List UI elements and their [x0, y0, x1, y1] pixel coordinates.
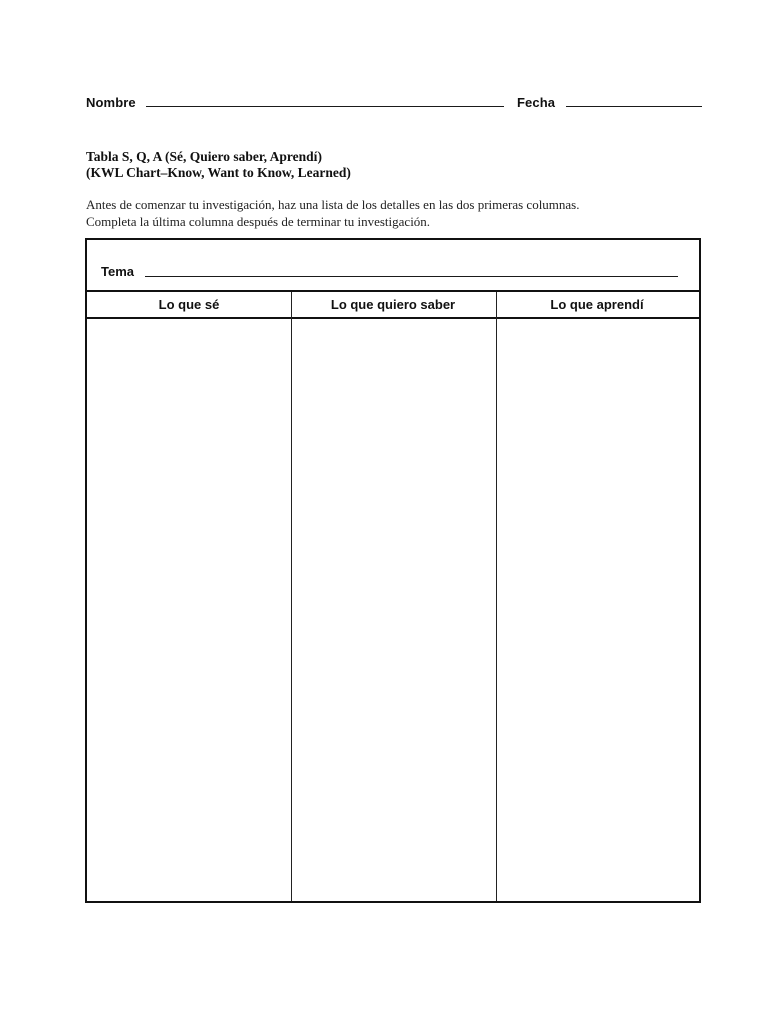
date-label: Fecha — [517, 95, 556, 110]
learned-cell[interactable] — [495, 319, 699, 901]
column-header-learned: Lo que aprendí — [550, 297, 644, 312]
topic-field-line[interactable] — [145, 276, 678, 277]
name-label: Nombre — [86, 95, 136, 110]
kwl-chart — [85, 238, 701, 903]
title-spanish: Tabla S, Q, A (Sé, Quiero saber, Aprendí) — [86, 149, 322, 164]
title-english: (KWL Chart–Know, Want to Know, Learned) — [86, 165, 351, 180]
column-header-want: Lo que quiero saber — [330, 297, 456, 312]
know-cell[interactable] — [87, 319, 291, 901]
topic-label: Tema — [101, 264, 134, 279]
name-field-line[interactable] — [146, 106, 504, 107]
column-header-row — [87, 292, 699, 319]
topic-row — [87, 240, 699, 292]
instructions-line-1: Antes de comenzar tu investigación, haz una lista de los detalles en las dos primeras columnas. — [86, 197, 580, 212]
column-header-know: Lo que sé — [158, 297, 220, 312]
chart-body-row — [87, 319, 699, 901]
instructions-line-2: Completa la última columna después de terminar tu investigación. — [86, 214, 431, 229]
date-field-line[interactable] — [566, 106, 702, 107]
want-cell[interactable] — [291, 319, 495, 901]
